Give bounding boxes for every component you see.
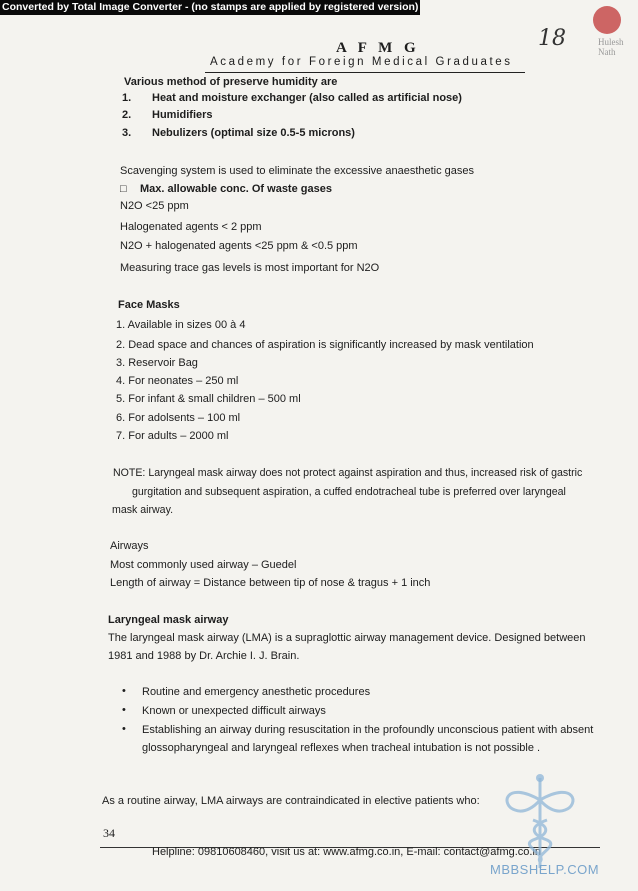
airways-line-2: Length of airway = Distance between tip of nose & tragus + 1 inch bbox=[110, 577, 431, 589]
converter-banner: Converted by Total Image Converter - (no stamps are applied by registered version) bbox=[2, 1, 419, 13]
note-line-2: gurgitation and subsequent aspiration, a cuffed endotracheal tube is preferred over laryngeal bbox=[132, 486, 566, 498]
scavenging-line-5: N2O + halogenated agents <25 ppm & <0.5 ppm bbox=[120, 240, 358, 252]
bullet-icon: • bbox=[122, 685, 126, 697]
bullet-icon: • bbox=[122, 723, 126, 735]
face-mask-item-7: 7. For adults – 2000 ml bbox=[116, 430, 229, 442]
lma-bullet-2: Known or unexpected difficult airways bbox=[142, 705, 326, 717]
scavenging-line-3: N2O <25 ppm bbox=[120, 200, 189, 212]
logo-text: Hulesh Nath bbox=[598, 37, 624, 57]
handwritten-page-number: 18 bbox=[538, 26, 566, 51]
lma-para-1: The laryngeal mask airway (LMA) is a supraglottic airway management device. Designed between bbox=[108, 632, 586, 644]
lma-bullet-1: Routine and emergency anesthetic procedures bbox=[142, 686, 371, 698]
humidity-item-1: Heat and moisture exchanger (also called as artificial nose) bbox=[152, 92, 462, 104]
humidity-num-2: 2. bbox=[122, 109, 132, 121]
lma-bullet-3-cont: glossopharyngeal and laryngeal reflexes when tracheal intubation is not possible . bbox=[142, 742, 541, 754]
scavenging-line-4: Halogenated agents < 2 ppm bbox=[120, 221, 262, 233]
humidity-num-1: 1. bbox=[122, 92, 132, 104]
humidity-heading: Various method of preserve humidity are bbox=[124, 76, 338, 88]
humidity-item-2: Humidifiers bbox=[152, 109, 213, 121]
face-mask-item-2: 2. Dead space and chances of aspiration is significantly increased by mask ventilation bbox=[116, 339, 534, 351]
note-line-3: mask airway. bbox=[112, 504, 174, 516]
logo-icon bbox=[593, 6, 621, 34]
scavenging-line-6: Measuring trace gas levels is most important for N2O bbox=[120, 262, 380, 274]
lma-bullet-3: Establishing an airway during resuscitation in the profoundly unconscious patient with absent bbox=[142, 724, 594, 736]
face-mask-item-5: 5. For infant & small children – 500 ml bbox=[116, 393, 301, 405]
routine-text: As a routine airway, LMA airways are contraindicated in elective patients who: bbox=[102, 795, 480, 807]
lma-para-2: 1981 and 1988 by Dr. Archie I. J. Brain. bbox=[108, 650, 300, 662]
caduceus-watermark-icon bbox=[495, 770, 585, 870]
checkbox-icon: □ bbox=[120, 183, 127, 195]
note-line-1: NOTE: Laryngeal mask airway does not protect against aspiration and thus, increased risk of gastric bbox=[113, 467, 583, 479]
watermark: MBBSHELP.COM bbox=[490, 862, 600, 877]
scavenging-line-1: Scavenging system is used to eliminate the excessive anaesthetic gases bbox=[120, 165, 475, 177]
header-title: A F M G bbox=[336, 40, 420, 56]
humidity-item-3: Nebulizers (optimal size 0.5-5 microns) bbox=[152, 127, 355, 139]
helpline: Helpline: 09810608460, visit us at: www.afmg.co.in, E-mail: contact@afmg.co.in bbox=[152, 846, 542, 858]
face-mask-item-4: 4. For neonates – 250 ml bbox=[116, 375, 239, 387]
header-divider bbox=[205, 72, 525, 73]
page-number: 34 bbox=[103, 826, 115, 840]
airways-heading: Airways bbox=[110, 540, 149, 552]
header-subtitle: Academy for Foreign Medical Graduates bbox=[210, 56, 513, 68]
bullet-icon: • bbox=[122, 704, 126, 716]
lma-heading: Laryngeal mask airway bbox=[108, 614, 229, 626]
scavenging-line-2: Max. allowable conc. Of waste gases bbox=[140, 183, 332, 195]
airways-line-1: Most commonly used airway – Guedel bbox=[110, 559, 297, 571]
face-mask-item-6: 6. For adolsents – 100 ml bbox=[116, 412, 241, 424]
face-masks-heading: Face Masks bbox=[118, 299, 180, 311]
face-mask-item-3: 3. Reservoir Bag bbox=[116, 357, 198, 369]
face-mask-item-1: 1. Available in sizes 00 à 4 bbox=[116, 319, 246, 331]
humidity-num-3: 3. bbox=[122, 127, 132, 139]
